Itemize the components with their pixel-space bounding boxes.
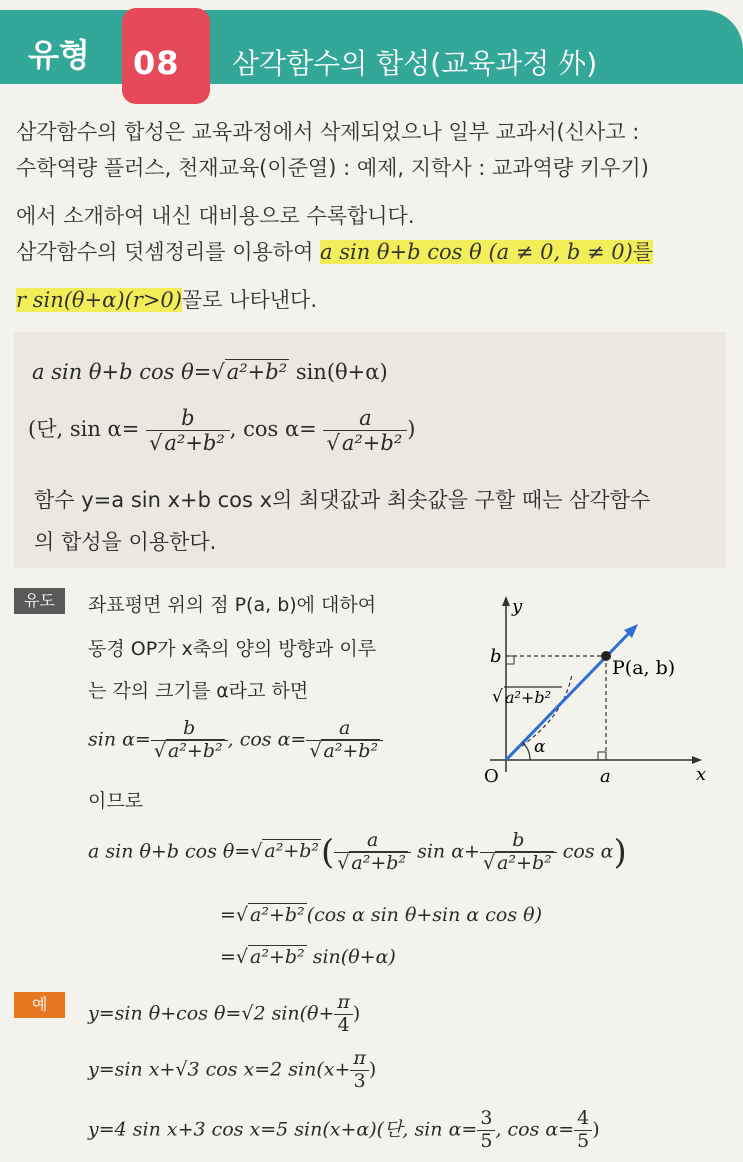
box-main-formula: a sin θ+b cos θ=√a²+b² sin(θ+α)	[32, 360, 388, 384]
intro-line-2: 수학역량 플러스, 천재교육(이준열) : 예제, 지학사 : 교과역량 키우기)	[16, 156, 649, 180]
example-1-body: y=sin θ+cos θ=√2 sin(θ+	[88, 1002, 335, 1025]
deriv-lhs: a sin θ+b cos θ=	[88, 840, 251, 863]
header-title: 삼각함수의 합성(교육과정 外)	[232, 47, 598, 80]
example-1	[88, 992, 360, 1037]
right-angle-mark-a	[598, 752, 606, 760]
deriv-frac-b-num: b	[480, 830, 557, 853]
point-p	[601, 651, 611, 661]
origin-label: O	[484, 766, 499, 787]
box-text-2: 의 합성을 이용한다.	[34, 530, 217, 554]
example-1-frac-num: π	[334, 992, 353, 1015]
box-frac-sin	[146, 406, 230, 455]
yudo-frac-sin-num: b	[151, 718, 228, 741]
box-frac-cos-den: √a²+b²	[326, 431, 403, 456]
formula-box	[14, 332, 726, 568]
box-frac-cos-sqrt: a²+b²	[341, 431, 403, 456]
example-2	[88, 1048, 376, 1093]
example-3	[88, 1108, 600, 1153]
box-text-1: 함수 y=a sin x+b cos x의 최댓값과 최솟값을 구할 때는 삼각함수	[34, 488, 651, 512]
derivation-line-3: =√ a²+b² sin(θ+α)	[220, 946, 396, 968]
example-3-mid: , cos α=	[495, 1118, 575, 1141]
header-type-label: 유형	[28, 36, 90, 74]
yudo-frac-cos-den: √ a²+b²	[309, 739, 379, 762]
deriv-sqrt-1: a²+b²	[264, 840, 320, 863]
yudo-line-3: 는 각의 크기를 α라고 하면	[88, 680, 309, 702]
box-cond-open: (단, sin α=	[28, 417, 140, 442]
deriv-frac-b	[480, 830, 557, 875]
y-axis-arrow	[502, 596, 510, 606]
intro-line-5	[16, 284, 317, 314]
yudo-sincos	[88, 718, 383, 763]
example-3-frac-sin	[477, 1108, 495, 1153]
example-3-sin-den: 5	[480, 1129, 493, 1152]
example-3-frac-cos	[574, 1108, 592, 1153]
deriv-line-3-body: sin(θ+α)	[306, 946, 396, 968]
right-angle-mark-b	[506, 656, 514, 664]
example-3-close: )	[592, 1118, 600, 1141]
box-formula-lhs: a sin θ+b cos θ=	[32, 360, 212, 384]
deriv-sin: sin α+	[411, 840, 480, 863]
intro-line-3: 에서 소개하여 내신 대비용으로 수록합니다.	[16, 204, 415, 228]
deriv-sqrt-3: a²+b²	[250, 946, 305, 968]
box-condition	[28, 406, 415, 455]
example-2-frac-den: 3	[353, 1069, 366, 1092]
example-2-close: )	[368, 1058, 377, 1081]
deriv-frac-a-num: a	[334, 830, 411, 853]
radius-sqrt-sign: √	[492, 687, 503, 707]
deriv-frac-b-den: √ a²+b²	[482, 851, 552, 874]
header-number: 08	[133, 44, 180, 82]
intro-line-4-prefix: 삼각함수의 덧셈정리를 이용하여	[16, 240, 321, 264]
box-frac-cos	[323, 406, 407, 455]
b-label: b	[490, 646, 502, 667]
example-2-frac	[350, 1048, 369, 1093]
deriv-eq-3: =	[220, 946, 236, 968]
point-p-label: P(a, b)	[612, 657, 676, 679]
intro-line-4-suffix: 를	[632, 240, 654, 264]
box-sqrt: a²+b²	[226, 360, 288, 384]
deriv-frac-a-den: √ a²+b²	[337, 851, 407, 874]
angle-label: α	[534, 737, 546, 757]
yudo-sin-lhs: sin α=	[88, 728, 151, 751]
example-1-frac-den: 4	[337, 1013, 350, 1036]
box-cond-mid: , cos α=	[229, 417, 317, 442]
box-frac-sin-sqrt: a²+b²	[164, 431, 225, 456]
yudo-tag: 유도	[14, 588, 65, 614]
box-formula-rhs: sin(θ+α)	[289, 360, 388, 384]
example-3-body: y=4 sin x+3 cos x=5 sin(x+α)(단, sin α=	[88, 1118, 478, 1141]
example-2-frac-num: π	[350, 1048, 369, 1071]
intro-line-4	[16, 236, 653, 266]
example-1-frac	[334, 992, 353, 1037]
a-label: a	[600, 766, 611, 787]
deriv-cos: cos α	[556, 840, 614, 863]
yudo-frac-sin	[151, 718, 228, 763]
x-axis-label: x	[696, 764, 707, 785]
yudo-cos-lhs: , cos α=	[227, 728, 307, 751]
box-frac-cos-num: a	[323, 406, 407, 431]
yudo-frac-sin-den: √ a²+b²	[153, 739, 223, 762]
yudo-frac-cos-sqrt: a²+b²	[323, 739, 379, 762]
yudo-line-1: 좌표평면 위의 점 P(a, b)에 대하여	[88, 594, 377, 616]
yudo-frac-cos-num: a	[306, 718, 383, 741]
intro-line-1: 삼각함수의 합성은 교육과정에서 삭제되었으나 일부 교과서(신사고 :	[16, 120, 640, 144]
intro-line-5-suffix: 꼴로 나타낸다.	[181, 288, 317, 312]
deriv-frac-a-sqrt: a²+b²	[351, 851, 407, 874]
box-cond-close: )	[407, 417, 416, 442]
example-1-close: )	[352, 1002, 361, 1025]
deriv-line-2-body: (cos α sin θ+sin α cos θ)	[306, 904, 542, 926]
yudo-imuro: 이므로	[88, 790, 144, 812]
intro-formula-result: r sin(θ+α)(r>0)	[16, 288, 182, 312]
box-frac-sin-num: b	[146, 406, 230, 431]
example-3-cos-den: 5	[577, 1129, 590, 1152]
yudo-line-2: 동경 OP가 x축의 양의 방향과 이루	[88, 638, 377, 660]
example-3-sin-num: 3	[477, 1108, 495, 1131]
box-frac-sin-den: √a²+b²	[149, 431, 225, 456]
deriv-frac-a	[334, 830, 411, 875]
deriv-frac-b-sqrt: a²+b²	[497, 851, 552, 874]
derivation-line-2: =√ a²+b² (cos α sin θ+sin α cos θ)	[220, 904, 542, 926]
x-axis-arrow	[692, 756, 702, 764]
deriv-sqrt-2: a²+b²	[250, 904, 305, 926]
derivation-line-1: a sin θ+b cos θ=√ a²+b²( $\frac{a}{\text{√ a²+b²}}$ sin α+ $\frac{b}{\text{√ a²+b²}}$ cos α)	[88, 829, 627, 874]
y-axis-label: y	[512, 596, 523, 617]
yudo-frac-cos	[306, 718, 383, 763]
example-2-body: y=sin x+√3 cos x=2 sin(x+	[88, 1058, 351, 1081]
radius-label: a²+b²	[505, 688, 552, 707]
intro-formula-highlight: a sin θ+b cos θ (a ≠ 0, b ≠ 0)	[320, 240, 633, 264]
unit-circle-diagram	[440, 590, 710, 790]
header	[0, 8, 743, 86]
deriv-eq-2: =	[220, 904, 236, 926]
yudo-frac-sin-sqrt: a²+b²	[167, 739, 223, 762]
example-tag: 예	[14, 992, 65, 1018]
example-3-cos-num: 4	[574, 1108, 592, 1131]
